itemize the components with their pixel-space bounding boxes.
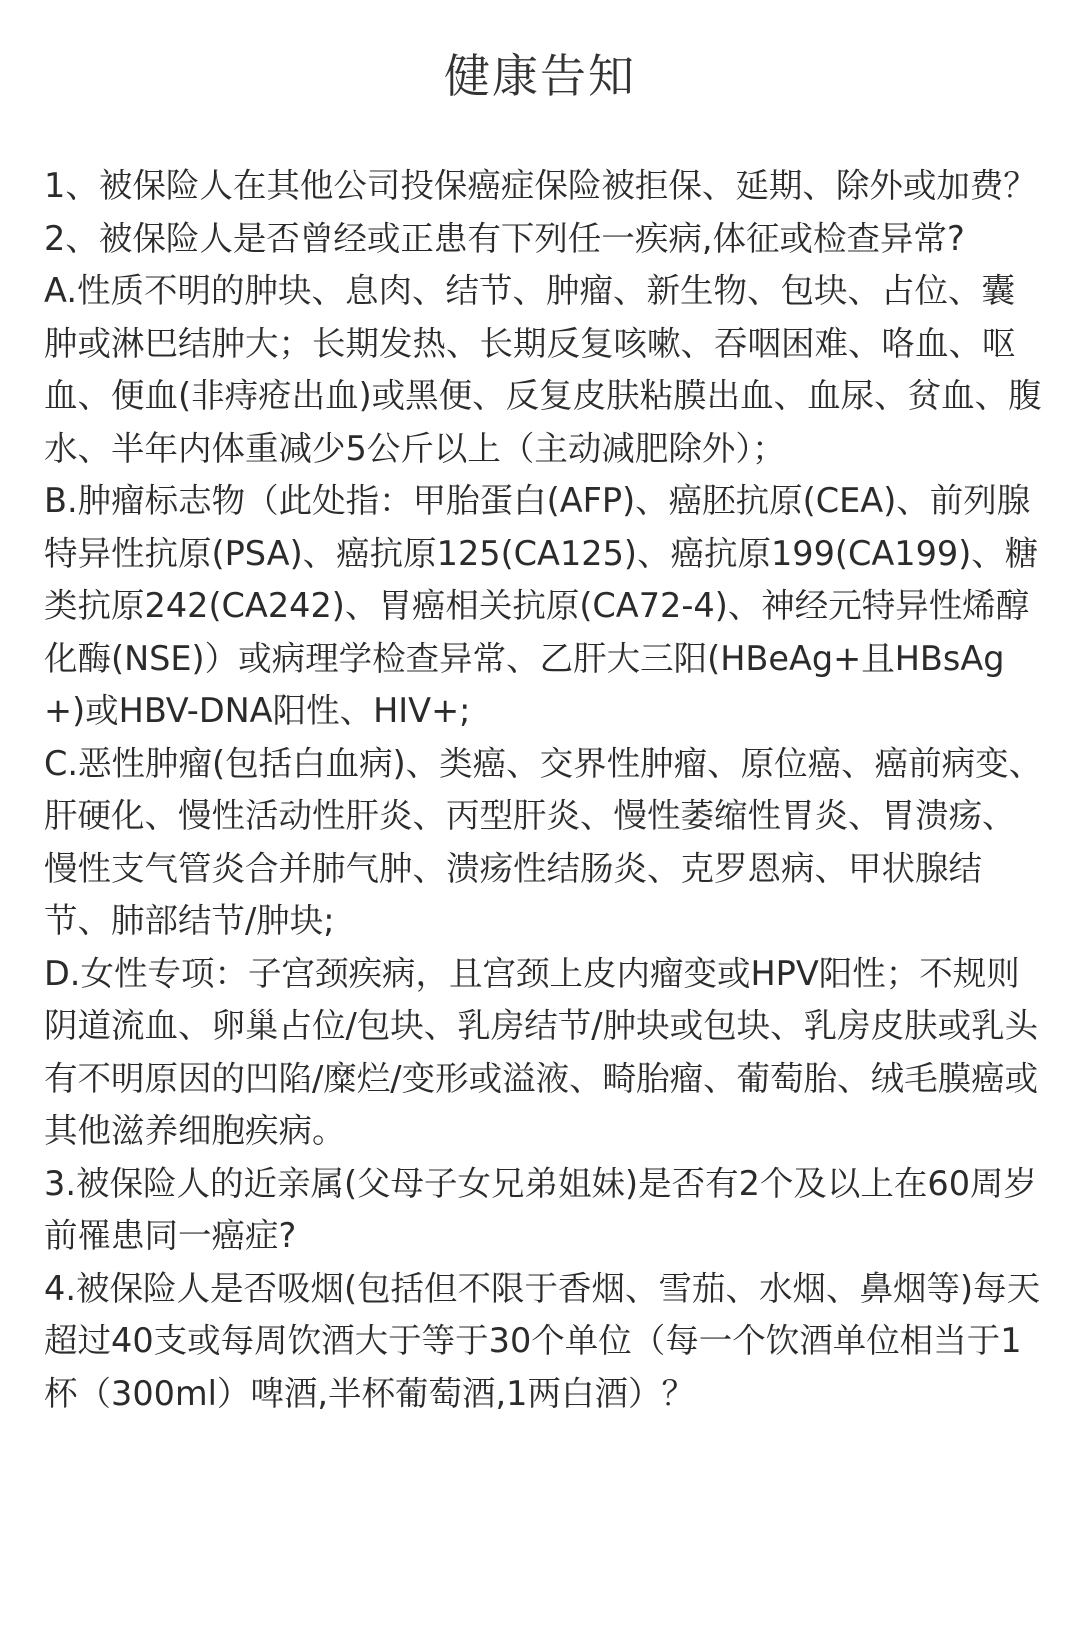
notice-content: [44, 160, 1044, 1420]
question-2: 2、被保险人是否曾经或正患有下列任一疾病,体征或检查异常?: [44, 218, 965, 258]
page-title: 健康告知: [444, 49, 636, 103]
question-2-item-a: A.性质不明的肿块、息肉、结节、肿瘤、新生物、包块、占位、囊肿或淋巴结肿大；长期发热、长期反复咳嗽、吞咽困难、咯血、呕血、便血(非痔疮出血)或黑便、反复皮肤粘膜出血、血尿、贫血、腹水、半年内体重减少5公斤以上（主动减肥除外）；: [44, 271, 1042, 468]
question-2-item-c: C.恶性肿瘤(包括白血病)、类癌、交界性肿瘤、原位癌、癌前病变、肝硬化、慢性活动性肝炎、丙型肝炎、慢性萎缩性胃炎、胃溃疡、慢性支气管炎合并肺气肿、溃疡性结肠炎、克罗恩病、甲状腺结节、肺部结节/肿块;: [44, 743, 1043, 940]
question-2-item-d: D.女性专项：子宫颈疾病，且宫颈上皮内瘤变或HPV阳性；不规则阴道流血、卵巢占位/包块、乳房结节/肿块或包块、乳房皮肤或乳头有不明原因的凹陷/糜烂/变形或溢液、畸胎瘤、葡萄胎、绒毛膜癌或其他滋养细胞疾病。: [44, 953, 1039, 1150]
question-1: 1、被保险人在其他公司投保癌症保险被拒保、延期、除外或加费？: [44, 166, 1037, 205]
question-2-item-b: B.肿瘤标志物（此处指：甲胎蛋白(AFP)、癌胚抗原(CEA)、前列腺特异性抗原(PSA)、癌抗原125(CA125)、癌抗原199(CA199)、糖类抗原242(CA242)、胃癌相关抗原(CA72-4)、神经元特异性烯醇化酶(NSE)）或病理学检查异常、乙肝大三阳(HBeAg+且HBsAg+)或HBV-DNA阳性、HIV+;: [44, 481, 1039, 730]
question-3: 3.被保险人的近亲属(父母子女兄弟姐妹)是否有2个及以上在60周岁前罹患同一癌症?: [44, 1163, 1038, 1255]
question-4: 4.被保险人是否吸烟(包括但不限于香烟、雪茄、水烟、鼻烟等)每天超过40支或每周饮酒大于等于30个单位（每一个饮酒单位相当于1杯（300ml）啤酒,半杯葡萄酒,1两白酒）？: [44, 1268, 1041, 1413]
